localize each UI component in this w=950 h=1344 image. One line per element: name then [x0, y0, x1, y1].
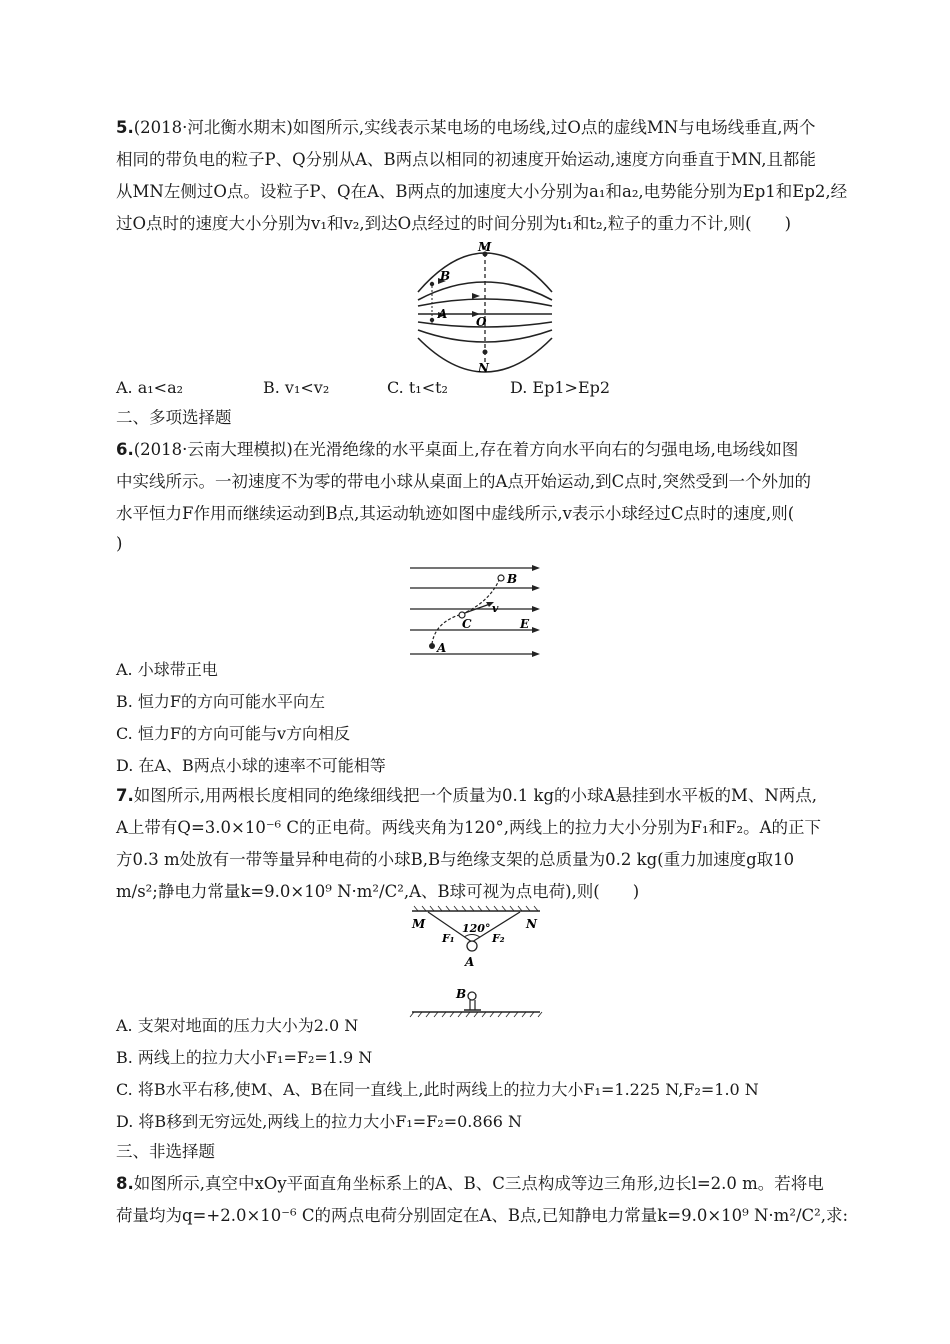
point-a [429, 643, 435, 649]
q7-line-4: m/s²;静电力常量k=9.0×10⁹ N·m²/C²,A、B球可视为点电荷),则( ) [116, 882, 640, 901]
q6-line-4: ) [116, 534, 123, 553]
label-v: v [492, 602, 499, 615]
q6-uniform-field-diagram [410, 562, 540, 658]
label-m: M [412, 917, 426, 931]
q8-line-1: 8.如图所示,真空中xOy平面直角坐标系上的A、B、C三点构成等边三角形,边长l=2.0 m。若将电 [116, 1174, 824, 1193]
q5-line-1: 5.(2018·河北衡水期末)如图所示,实线表示某电场的电场线,过O点的虚线MN与电场线垂直,两个 [116, 118, 816, 137]
q6-line-2: 中实线所示。一初速度不为零的带电小球从桌面上的A点开始运动,到C点时,突然受到一个外加的 [116, 472, 812, 491]
q5-field-diagram [410, 234, 560, 374]
q5-option-c: C. t₁<t₂ [387, 378, 448, 397]
arrow-icon [532, 565, 540, 571]
ball-a [467, 941, 477, 951]
label-c: C [462, 617, 472, 631]
arrow-icon [532, 651, 540, 657]
point-b [430, 282, 434, 286]
arrow-icon [532, 606, 540, 612]
q6-option-c: C. 恒力F的方向可能与v方向相反 [116, 724, 350, 743]
q8-line-2: 荷量均为q=+2.0×10⁻⁶ C的两点电荷分别固定在A、B点,已知静电力常量k=9.0×10⁹ N·m²/C²,求: [116, 1206, 849, 1225]
label-b: B [440, 269, 451, 283]
ball-b [468, 992, 476, 1000]
q5-line-4: 过O点时的速度大小分别为v₁和v₂,到达O点经过的时间分别为t₁和t₂,粒子的重力不计,则( ) [116, 214, 792, 233]
q6-option-b: B. 恒力F的方向可能水平向左 [116, 692, 326, 711]
arrow-icon [532, 627, 540, 633]
point-b [498, 575, 504, 581]
field-line [418, 253, 552, 292]
point-a [430, 318, 434, 322]
label-a: A [437, 641, 447, 655]
q7-option-b: B. 两线上的拉力大小F₁=F₂=1.9 N [116, 1048, 373, 1067]
q7-line-1: 7.如图所示,用两根长度相同的绝缘细线把一个质量为0.1 kg的小球A悬挂到水平板的M、N两点, [116, 786, 818, 805]
point-n [483, 350, 488, 355]
q5-line-3: 从MN左侧过O点。设粒子P、Q在A、B两点的加速度大小分别为a₁和a₂,电势能分别为Ep1和Ep2,经 [116, 182, 848, 201]
q6-number: 6. [116, 440, 134, 459]
q7-option-a: A. 支架对地面的压力大小为2.0 N [116, 1016, 359, 1035]
label-n: N [526, 917, 537, 931]
label-angle: 120° [462, 922, 491, 935]
q5-option-b: B. v₁<v₂ [263, 378, 330, 397]
label-e: E [520, 617, 530, 631]
q8-number: 8. [116, 1174, 134, 1193]
label-b: B [456, 987, 467, 1001]
q7-suspension-diagram [408, 906, 544, 1018]
section-2-title: 二、多项选择题 [116, 408, 232, 427]
q7-line-2: A上带有Q=3.0×10⁻⁶ C的正电荷。两线夹角为120°,两线上的拉力大小分别为F₁和F₂。A的正下 [116, 818, 822, 837]
label-f2: F₂ [492, 932, 505, 945]
label-o: O [476, 315, 487, 329]
q5-line-2: 相同的带负电的粒子P、Q分别从A、B两点以相同的初速度开始运动,速度方向垂直于MN,且都能 [116, 150, 816, 169]
q7-option-c: C. 将B水平右移,使M、A、B在同一直线上,此时两线上的拉力大小F₁=1.225 N,F₂=1.0 N [116, 1080, 759, 1099]
label-a: A [438, 307, 448, 321]
label-n: N [478, 361, 489, 375]
q7-line-3: 方0.3 m处放有一带等量异种电荷的小球B,B与绝缘支架的总质量为0.2 kg(重力加速度g取10 [116, 850, 795, 869]
q5-option-d: D. Ep1>Ep2 [510, 378, 611, 397]
q5-option-a: A. a₁<a₂ [116, 378, 184, 397]
q6-option-d: D. 在A、B两点小球的速率不可能相等 [116, 756, 386, 775]
q7-option-d: D. 将B移到无穷远处,两线上的拉力大小F₁=F₂=0.866 N [116, 1112, 523, 1131]
label-a: A [465, 955, 475, 969]
label-m: M [478, 240, 492, 254]
q5-number: 5. [116, 118, 134, 137]
label-f1: F₁ [442, 932, 455, 945]
field-arrow-icon [472, 293, 480, 299]
arrow-icon [532, 585, 540, 591]
q6-line-1: 6.(2018·云南大理模拟)在光滑绝缘的水平桌面上,存在着方向水平向右的匀强电场,电场线如图 [116, 440, 799, 459]
q7-number: 7. [116, 786, 134, 805]
q6-line-3: 水平恒力F作用而继续运动到B点,其运动轨迹如图中虚线所示,v表示小球经过C点时的速度,则( [116, 504, 795, 523]
section-3-title: 三、非选择题 [116, 1142, 215, 1161]
q6-option-a: A. 小球带正电 [116, 660, 218, 679]
label-b: B [507, 572, 518, 586]
